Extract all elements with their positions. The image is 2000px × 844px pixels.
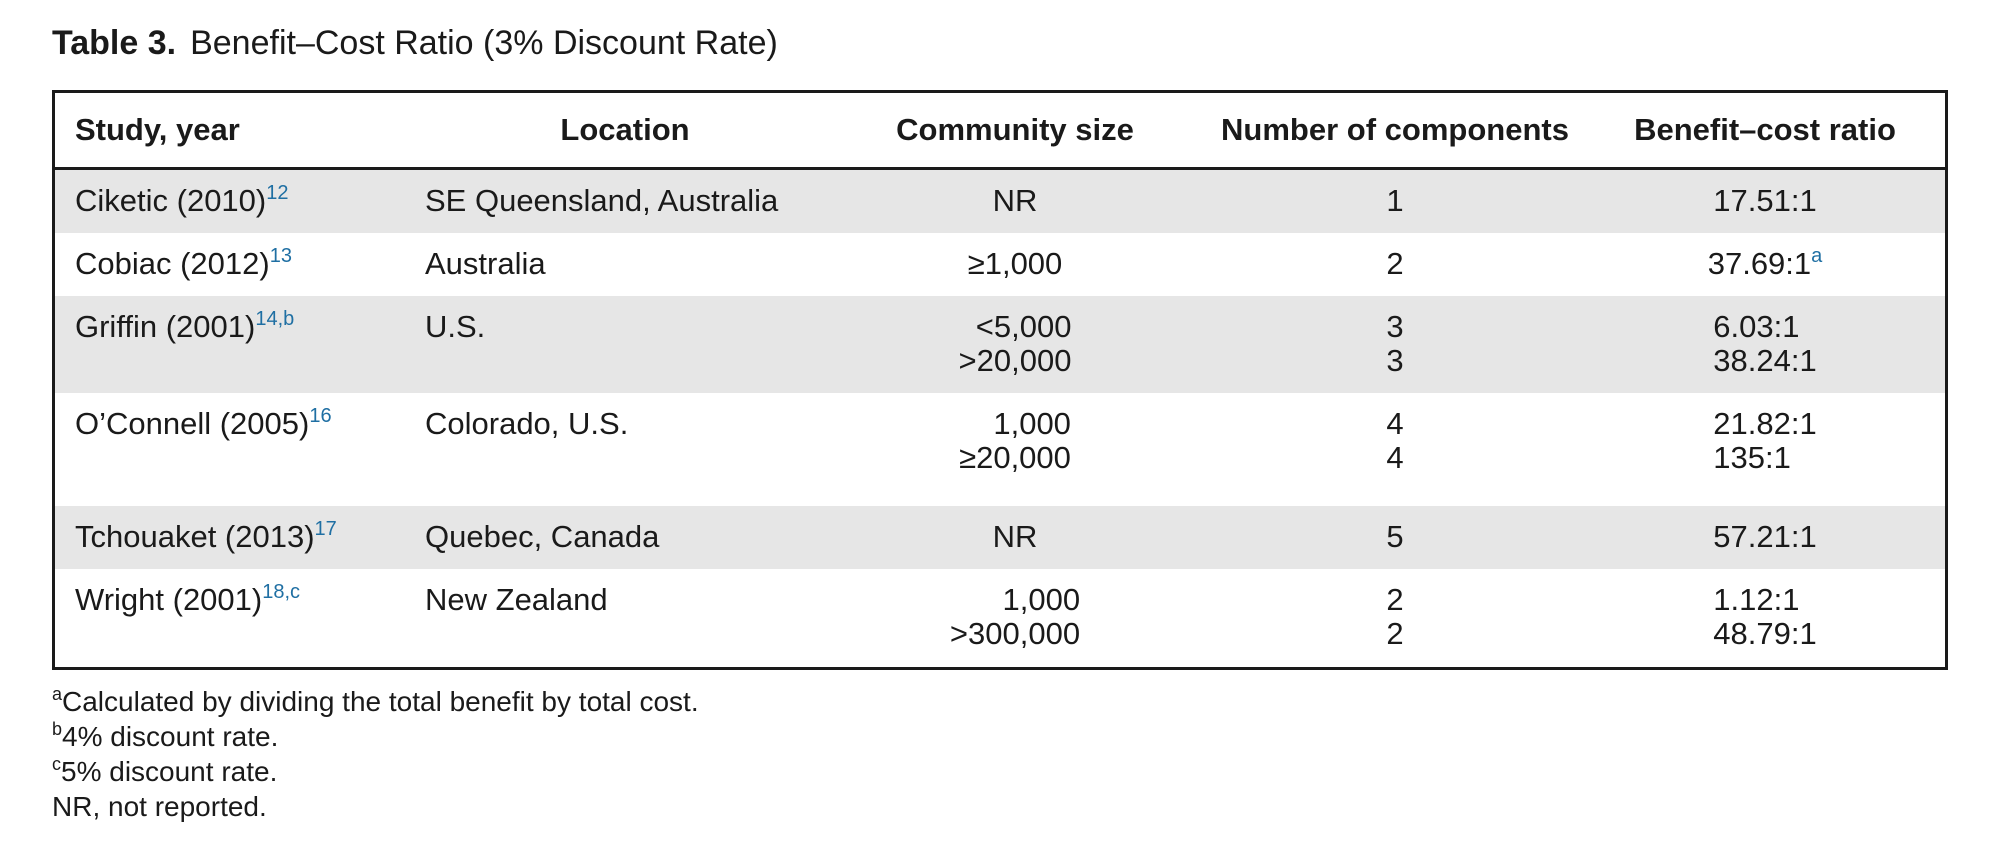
- location-text: SE Queensland, Australia: [425, 183, 779, 218]
- cell-location: [425, 296, 825, 393]
- study-name: Tchouaket (2013): [75, 519, 315, 554]
- cell-community-size: [825, 233, 1205, 296]
- ratio-value: 37.69:1: [1707, 246, 1812, 281]
- table-row: [55, 569, 1945, 669]
- table-body: [55, 169, 1945, 670]
- reference-link[interactable]: 12: [266, 182, 289, 204]
- cell-ratio: [1585, 569, 1945, 669]
- reference-link[interactable]: 18,c: [262, 581, 301, 603]
- cell-components: [1205, 506, 1585, 569]
- table-label: Table 3.: [52, 24, 177, 62]
- header-number-of-components: Number of components: [1205, 93, 1585, 169]
- footnote-text: Calculated by dividing the total benefit by total cost.: [62, 686, 699, 717]
- study-name: Cobiac (2012): [75, 246, 270, 281]
- table-row: [55, 506, 1945, 569]
- location-text: New Zealand: [425, 582, 608, 617]
- study-name: Griffin (2001): [75, 309, 256, 344]
- footnote-text: 5% discount rate.: [61, 756, 278, 787]
- cell-location: [425, 393, 825, 506]
- cell-location: [425, 233, 825, 296]
- ratio-value: 48.79:1: [1713, 616, 1817, 651]
- study-name: Wright (2001): [75, 582, 263, 617]
- table-caption: [52, 18, 778, 68]
- size-value: >300,000: [949, 616, 1081, 651]
- components-value: 2: [1386, 582, 1404, 617]
- cell-study: [55, 296, 425, 393]
- reference-link[interactable]: 13: [269, 245, 292, 267]
- cell-study: [55, 169, 425, 234]
- components-value: 2: [1386, 246, 1404, 281]
- size-value: NR: [992, 183, 1038, 218]
- footnote-mark: a: [52, 684, 63, 704]
- cell-community-size: [825, 506, 1205, 569]
- cell-location: [425, 569, 825, 669]
- size-value: NR: [992, 519, 1038, 554]
- table-row: [55, 393, 1945, 506]
- table-header-row: [55, 93, 1945, 169]
- header-community-size: Community size: [825, 93, 1205, 169]
- cell-location: [425, 506, 825, 569]
- ratio-value: 1.12:1: [1713, 582, 1800, 617]
- footnote: [52, 789, 699, 824]
- footnote-text: NR, not reported.: [52, 791, 267, 822]
- table-footnotes: [52, 684, 699, 824]
- ratio-value: 135:1: [1713, 440, 1791, 475]
- cell-location: [425, 169, 825, 234]
- cell-study: [55, 506, 425, 569]
- benefit-cost-table: [55, 93, 1945, 669]
- table-row: [55, 296, 1945, 393]
- ratio-value: 57.21:1: [1713, 519, 1817, 554]
- study-name: O’Connell (2005): [75, 406, 310, 441]
- study-name: Ciketic (2010): [75, 183, 267, 218]
- size-value: <5,000: [975, 309, 1072, 344]
- table-row: [55, 169, 1945, 234]
- reference-link[interactable]: 16: [309, 405, 332, 427]
- cell-community-size: [825, 169, 1205, 234]
- size-value: 1,000: [1002, 582, 1081, 617]
- size-value: ≥1,000: [967, 246, 1063, 281]
- footnote-mark: c: [52, 754, 61, 774]
- cell-study: [55, 233, 425, 296]
- reference-link[interactable]: 14,b: [255, 308, 295, 330]
- header-location: Location: [425, 93, 825, 169]
- components-value: 3: [1386, 343, 1404, 378]
- cell-ratio: [1585, 296, 1945, 393]
- data-table-container: [52, 90, 1948, 670]
- location-text: Quebec, Canada: [425, 519, 660, 554]
- ratio-value: 6.03:1: [1713, 309, 1800, 344]
- size-value: >20,000: [958, 343, 1072, 378]
- footnote: [52, 684, 699, 719]
- footnote-link[interactable]: a: [1811, 245, 1823, 267]
- footnote: [52, 719, 699, 754]
- cell-community-size: [825, 296, 1205, 393]
- cell-ratio: [1585, 393, 1945, 506]
- size-value: 1,000: [993, 406, 1071, 441]
- components-value: 1: [1386, 183, 1404, 218]
- cell-study: [55, 569, 425, 669]
- cell-components: [1205, 296, 1585, 393]
- cell-community-size: [825, 569, 1205, 669]
- cell-ratio: [1585, 506, 1945, 569]
- location-text: Australia: [425, 246, 546, 281]
- cell-components: [1205, 393, 1585, 506]
- location-text: U.S.: [425, 309, 486, 344]
- reference-link[interactable]: 17: [314, 518, 337, 540]
- footnote-text: 4% discount rate.: [62, 721, 279, 752]
- table-title: Benefit–Cost Ratio (3% Discount Rate): [190, 24, 778, 62]
- cell-components: [1205, 233, 1585, 296]
- location-text: Colorado, U.S.: [425, 406, 629, 441]
- cell-ratio: [1585, 233, 1945, 296]
- components-value: 5: [1386, 519, 1404, 554]
- cell-study: [55, 393, 425, 506]
- ratio-value: 38.24:1: [1713, 343, 1817, 378]
- header-benefit-cost-ratio: Benefit–cost ratio: [1585, 93, 1945, 169]
- cell-components: [1205, 569, 1585, 669]
- ratio-value: 17.51:1: [1713, 183, 1817, 218]
- size-value: ≥20,000: [959, 440, 1071, 475]
- cell-ratio: [1585, 169, 1945, 234]
- ratio-value: 21.82:1: [1713, 406, 1817, 441]
- header-study-year: Study, year: [55, 93, 425, 169]
- cell-community-size: [825, 393, 1205, 506]
- components-value: 2: [1386, 616, 1404, 651]
- cell-components: [1205, 169, 1585, 234]
- footnote-mark: b: [52, 719, 63, 739]
- table-row: [55, 233, 1945, 296]
- components-value: 4: [1386, 440, 1404, 475]
- footnote: [52, 754, 699, 789]
- components-value: 4: [1386, 406, 1404, 441]
- components-value: 3: [1386, 309, 1404, 344]
